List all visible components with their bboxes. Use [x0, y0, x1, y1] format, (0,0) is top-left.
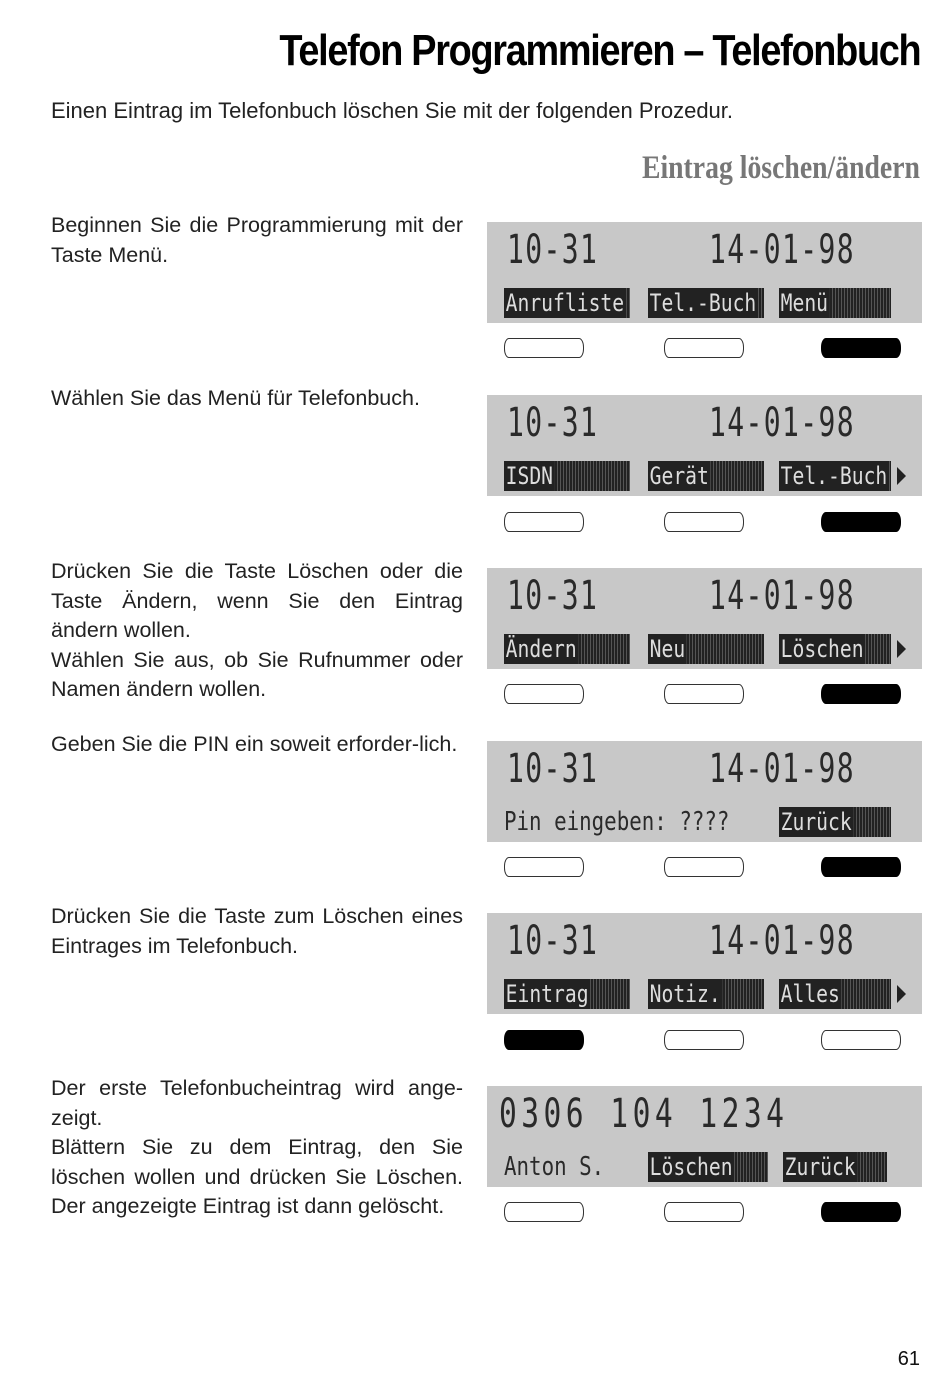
- softkey-buttons-step-1: [487, 338, 922, 364]
- softkey-buttons-step-2: [487, 512, 922, 538]
- softkey-buttons-step-4: [487, 857, 922, 883]
- softkey-label: Zurück: [779, 807, 891, 837]
- softkey-2-button[interactable]: [664, 684, 744, 704]
- softkey-label: Anrufliste: [504, 288, 630, 318]
- softkey-label: Tel.-Buch: [779, 461, 891, 491]
- softkey-buttons-step-6: [487, 1202, 922, 1228]
- display-time: 10-31: [507, 918, 599, 964]
- softkey-3-button[interactable]: [821, 1202, 901, 1222]
- more-arrow-icon: [897, 640, 906, 658]
- section-subtitle: Eintrag löschen/ändern: [641, 150, 920, 186]
- phone-display-step-1: [487, 222, 922, 323]
- more-arrow-icon: [897, 467, 906, 485]
- step-paragraph: Wählen Sie das Menü für Telefonbuch.: [51, 386, 420, 410]
- step-paragraph: Geben Sie die PIN ein soweit erforder-lich.: [51, 732, 458, 756]
- softkey-buttons-step-3: [487, 684, 922, 710]
- softkey-label: Neu: [648, 634, 764, 664]
- softkey-label: Löschen: [779, 634, 891, 664]
- softkey-2-button[interactable]: [664, 1202, 744, 1222]
- pin-prompt: Pin eingeben: ????: [504, 807, 730, 837]
- display-date: 14-01-98: [709, 746, 856, 792]
- step-paragraph: Wählen Sie aus, ob Sie Rufnummer oder Namen ändern wollen.: [51, 647, 463, 701]
- step-3-text: [51, 557, 463, 705]
- softkey-1-button[interactable]: [504, 684, 584, 704]
- softkey-3-button[interactable]: [821, 338, 901, 358]
- display-time: 10-31: [507, 227, 599, 273]
- phone-display-step-6: [487, 1086, 922, 1187]
- softkey-3-button[interactable]: [821, 1030, 901, 1050]
- softkey-label: Eintrag: [504, 979, 630, 1009]
- more-arrow-icon: [897, 985, 906, 1003]
- phone-display-step-2: [487, 395, 922, 496]
- softkey-3-button[interactable]: [821, 684, 901, 704]
- step-paragraph: Der erste Telefonbucheintrag wird ange-zeigt.: [51, 1076, 463, 1130]
- softkey-2-button[interactable]: [664, 338, 744, 358]
- softkey-label: ISDN: [504, 461, 630, 491]
- contact-name: Anton S.: [504, 1152, 605, 1182]
- step-1-text: [51, 211, 463, 270]
- step-2-text: [51, 384, 463, 414]
- softkey-3-button[interactable]: [821, 857, 901, 877]
- intro-text: Einen Eintrag im Telefonbuch löschen Sie mit der folgenden Prozedur.: [51, 98, 734, 123]
- display-date: 14-01-98: [709, 573, 856, 619]
- softkey-label: Ändern: [504, 634, 630, 664]
- display-date: 14-01-98: [709, 918, 856, 964]
- softkey-1-button[interactable]: [504, 338, 584, 358]
- page-number: 61: [897, 1348, 920, 1370]
- softkey-2-button[interactable]: [664, 1030, 744, 1050]
- step-paragraph: Beginnen Sie die Programmierung mit der Taste Menü.: [51, 213, 463, 267]
- softkey-2-button[interactable]: [664, 512, 744, 532]
- softkey-1-button[interactable]: [504, 1030, 584, 1050]
- step-6-text: [51, 1074, 463, 1222]
- softkey-label: Notiz.: [648, 979, 764, 1009]
- display-date: 14-01-98: [709, 400, 856, 446]
- phone-display-step-4: [487, 741, 922, 842]
- softkey-label: Menü: [779, 288, 891, 318]
- softkey-label: Tel.-Buch: [648, 288, 764, 318]
- softkey-label: Löschen: [648, 1152, 768, 1182]
- display-time: 10-31: [507, 746, 599, 792]
- display-date: 14-01-98: [709, 227, 856, 273]
- softkey-2-button[interactable]: [664, 857, 744, 877]
- softkey-1-button[interactable]: [504, 512, 584, 532]
- phone-display-step-3: [487, 568, 922, 669]
- phone-number-display: 0306 104 1234: [499, 1091, 789, 1137]
- step-5-text: [51, 902, 463, 961]
- display-time: 10-31: [507, 573, 599, 619]
- phone-display-step-5: [487, 913, 922, 1014]
- softkey-label: Gerät: [648, 461, 764, 491]
- page-title: Telefon Programmieren – Telefonbuch: [279, 26, 920, 75]
- softkey-label: Alles: [779, 979, 891, 1009]
- step-4-text: [51, 730, 463, 760]
- softkey-buttons-step-5: [487, 1030, 922, 1056]
- softkey-1-button[interactable]: [504, 857, 584, 877]
- step-paragraph: Drücken Sie die Taste zum Löschen eines Eintrages im Telefonbuch.: [51, 904, 463, 958]
- display-time: 10-31: [507, 400, 599, 446]
- softkey-1-button[interactable]: [504, 1202, 584, 1222]
- step-paragraph: Blättern Sie zu dem Eintrag, den Sie löschen wollen und drücken Sie Löschen. Der angezeigte Eintrag ist dann gelöscht.: [51, 1135, 463, 1218]
- softkey-label: Zurück: [783, 1152, 887, 1182]
- softkey-3-button[interactable]: [821, 512, 901, 532]
- step-paragraph: Drücken Sie die Taste Löschen oder die Taste Ändern, wenn Sie den Eintrag ändern wollen.: [51, 559, 463, 642]
